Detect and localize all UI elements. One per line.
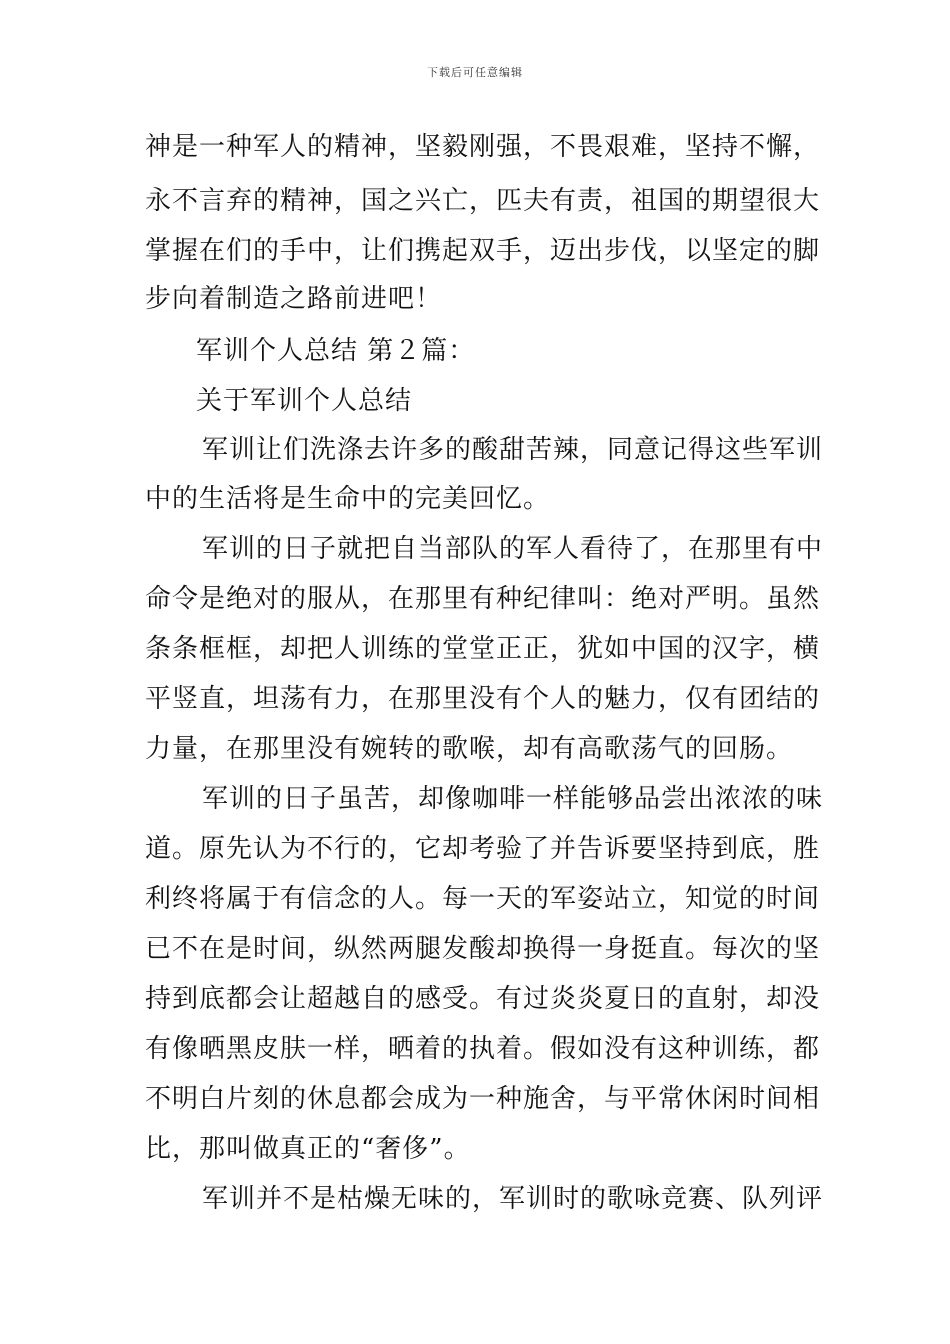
paragraph-line: 军训的日子虽苦，却像咖啡一样能够品尝出浓浓的味 (202, 784, 824, 814)
section-title: 关于军训个人总结 (196, 386, 413, 416)
paragraph-line: 军训的日子就把自当部队的军人看待了，在那里有中 (202, 534, 824, 564)
paragraph-line: 神是一种军人的精神，坚毅刚强，不畏艰难，坚持不懈， (145, 132, 821, 162)
paragraph-line: 有像晒黑皮肤一样，晒着的执着。假如没有这种训练，都 (145, 1034, 821, 1064)
paragraph-line: 军训让们洗涤去许多的酸甜苦辣，同意记得这些军训 (202, 435, 824, 465)
paragraph-line: 持到底都会让超越自的感受。有过炎炎夏日的直射，却没 (145, 984, 821, 1014)
paragraph-line: 永不言弃的精神，国之兴亡，匹夫有责，祖国的期望很大 (145, 186, 821, 216)
section-heading: 军训个人总结 第２篇： (196, 336, 476, 366)
paragraph-line: 力量，在那里没有婉转的歌喉，却有高歌荡气的回肠。 (145, 734, 794, 764)
page-header: 下载后可任意编辑 (427, 66, 523, 79)
paragraph-line: 比，那叫做真正的“奢侈”。 (145, 1134, 471, 1164)
paragraph-line: 平竖直，坦荡有力，在那里没有个人的魅力，仅有团结的 (145, 684, 821, 714)
paragraph-line: 掌握在们的手中，让们携起双手，迈出步伐，以坚定的脚 (145, 236, 821, 266)
paragraph-line: 中的生活将是生命中的完美回忆。 (145, 484, 551, 514)
paragraph-line: 军训并不是枯燥无味的，军训时的歌咏竞赛、队列评 (202, 1184, 824, 1214)
paragraph-line: 命令是绝对的服从，在那里有种纪律叫：绝对严明。虽然 (145, 584, 821, 614)
paragraph-line: 道。原先认为不行的，它却考验了并告诉要坚持到底，胜 (145, 834, 821, 864)
paragraph-line: 步向着制造之路前进吧！ (145, 284, 443, 314)
paragraph-line: 利终将属于有信念的人。每一天的军姿站立，知觉的时间 (145, 884, 821, 914)
paragraph-line: 条条框框，却把人训练的堂堂正正，犹如中国的汉字，横 (145, 634, 821, 664)
paragraph-line: 不明白片刻的休息都会成为一种施舍，与平常休闲时间相 (145, 1084, 821, 1114)
paragraph-line: 已不在是时间，纵然两腿发酸却换得一身挺直。每次的坚 (145, 934, 821, 964)
